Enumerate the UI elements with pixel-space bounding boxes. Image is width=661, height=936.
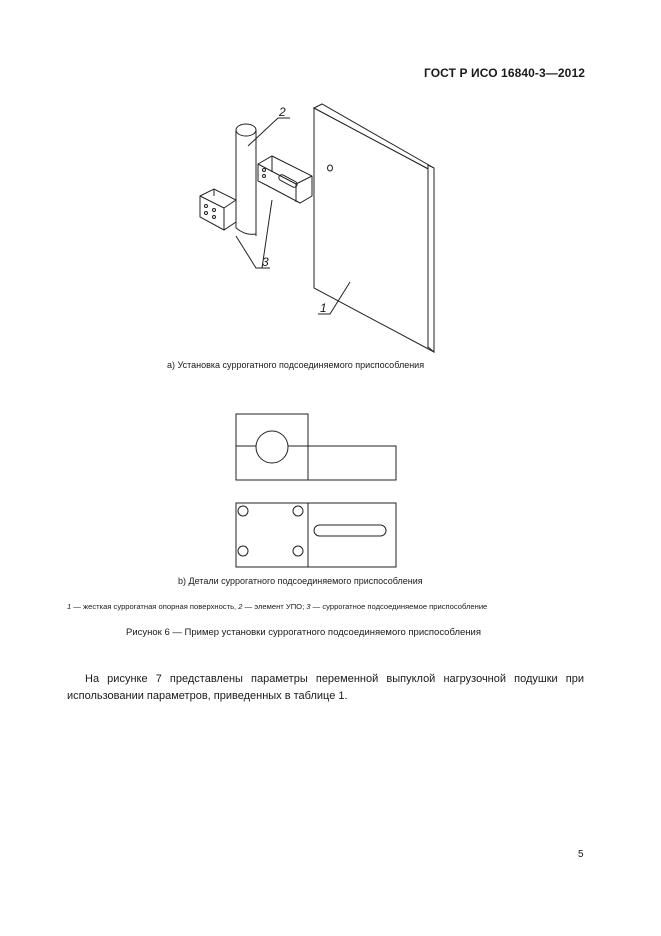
legend-num-3: 3 xyxy=(306,602,311,611)
figure-legend xyxy=(67,602,487,611)
legend-text-2: — элемент УПО; xyxy=(242,602,307,611)
callout-2: 2 xyxy=(279,105,286,119)
callout-3: 3 xyxy=(262,255,269,269)
caption-a: а) Установка суррогатного подсоединяемого приспособления xyxy=(167,360,425,370)
page-number: 5 xyxy=(578,849,584,860)
caption-b: b) Детали суррогатного подсоединяемого приспособления xyxy=(178,576,423,586)
figure-title: Рисунок 6 — Пример установки суррогатного подсоединяемого приспособления xyxy=(126,627,482,638)
legend-num-2: 2 xyxy=(238,602,243,611)
detail-front-view xyxy=(236,503,396,567)
document-code: ГОСТ Р ИСО 16840-3—2012 xyxy=(423,66,585,80)
legend-text-1: — жесткая суррогатная опорная поверхность, xyxy=(71,602,239,611)
legend-text-3: — суррогатное подсоединяемое приспособление xyxy=(310,602,488,611)
detail-top-view xyxy=(236,414,396,480)
callout-1: 1 xyxy=(320,301,327,315)
body-paragraph: На рисунке 7 представлены параметры переменной выпуклой нагрузочной подушки при использовании параметров, приведенных в таблице 1. xyxy=(67,673,584,702)
legend-num-1: 1 xyxy=(67,602,72,611)
